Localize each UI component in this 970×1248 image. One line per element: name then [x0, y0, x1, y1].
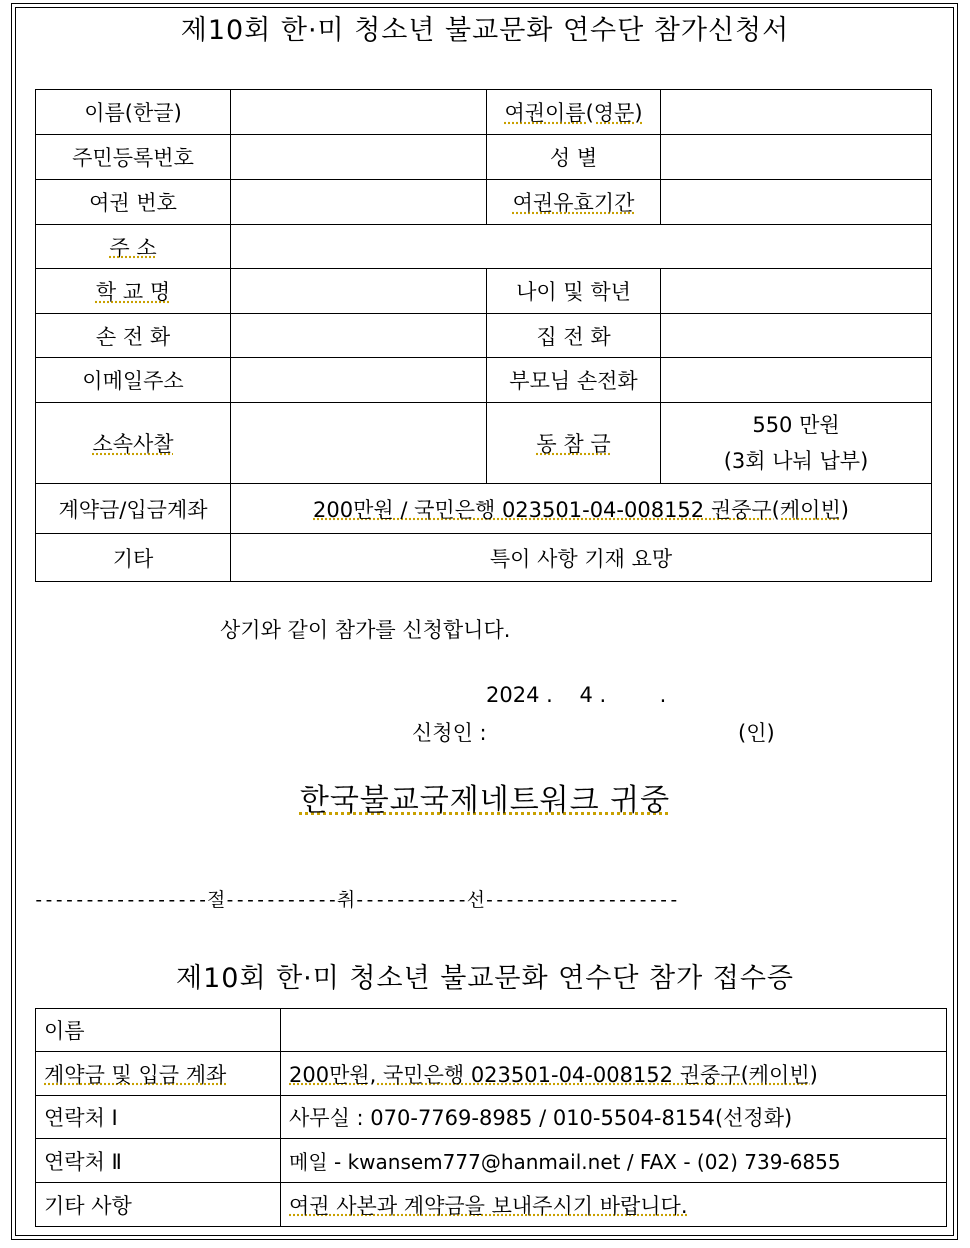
address-field[interactable] — [231, 225, 932, 269]
receipt-etc-value: 여권 사본과 계약금을 보내주시기 바랍니다. — [281, 1183, 947, 1227]
address-label: 주 소 — [36, 225, 231, 269]
table-row — [36, 534, 932, 582]
receipt-etc-label: 기타 사항 — [36, 1183, 281, 1227]
age-grade-field[interactable] — [661, 269, 932, 314]
resident-number-label: 주민등록번호 — [36, 135, 231, 180]
home-phone-label: 집 전 화 — [487, 314, 661, 358]
table-row — [36, 1052, 947, 1096]
date-line: 2024 . 4 . . — [486, 683, 667, 707]
name-korean-label: 이름(한글) — [36, 90, 231, 135]
name-korean-field[interactable] — [231, 90, 487, 135]
passport-name-label: 여권이름(영문) — [487, 90, 661, 135]
parent-phone-label: 부모님 손전화 — [487, 358, 661, 403]
mobile-field[interactable] — [231, 314, 487, 358]
table-row — [36, 314, 932, 358]
application-table — [35, 89, 932, 582]
fee-value — [661, 403, 932, 484]
deposit-account-label: 계약금/입금계좌 — [36, 484, 231, 534]
table-row — [36, 1183, 947, 1227]
fee-installments: (3회 나눠 납부) — [723, 449, 869, 473]
email-label: 이메일주소 — [36, 358, 231, 403]
mobile-label: 손 전 화 — [36, 314, 231, 358]
receipt-contact2-value: 메일 - kwansem777@hanmail.net / FAX - (02) 739-6855 — [281, 1139, 947, 1183]
table-row — [36, 403, 932, 484]
parent-phone-field[interactable] — [661, 358, 932, 403]
receipt-table — [35, 1008, 947, 1227]
table-row — [36, 269, 932, 314]
temple-label: 소속사찰 — [36, 403, 231, 484]
table-row — [36, 90, 932, 135]
fee-amount: 550 만원 — [752, 413, 840, 437]
cut-line: -----------------절-----------취-----------선------------------- — [33, 889, 679, 911]
etc-label: 기타 — [36, 534, 231, 582]
receipt-contact1-label: 연락처 Ⅰ — [36, 1096, 281, 1139]
form-title: 제10회 한·미 청소년 불교문화 연수단 참가신청서 — [180, 15, 790, 46]
school-field[interactable] — [231, 269, 487, 314]
statement: 상기와 같이 참가를 신청합니다. — [220, 618, 511, 642]
passport-expiry-field[interactable] — [661, 180, 932, 225]
passport-number-field[interactable] — [231, 180, 487, 225]
gender-field[interactable] — [661, 135, 932, 180]
gender-label: 성 별 — [487, 135, 661, 180]
table-row — [36, 135, 932, 180]
table-row — [36, 1096, 947, 1139]
table-row — [36, 358, 932, 403]
deposit-account-value: 200만원 / 국민은행 023501-04-008152 권중구(케이빈) — [231, 484, 932, 534]
table-row — [36, 180, 932, 225]
receipt-contact1-value: 사무실 : 070-7769-8985 / 010-5504-8154(선정화) — [281, 1096, 947, 1139]
passport-number-label: 여권 번호 — [36, 180, 231, 225]
table-row — [36, 484, 932, 534]
receipt-name-label: 이름 — [36, 1009, 281, 1052]
school-label: 학 교 명 — [36, 269, 231, 314]
passport-name-field[interactable] — [661, 90, 932, 135]
email-field[interactable] — [231, 358, 487, 403]
table-row — [36, 1009, 947, 1052]
table-row — [36, 225, 932, 269]
resident-number-field[interactable] — [231, 135, 487, 180]
etc-value: 특이 사항 기재 요망 — [231, 534, 932, 582]
fee-label: 동 참 금 — [487, 403, 661, 484]
receipt-deposit-value: 200만원, 국민은행 023501-04-008152 권중구(케이빈) — [281, 1052, 947, 1096]
applicant-label: 신청인 : — [412, 721, 487, 745]
receipt-name-field[interactable] — [281, 1009, 947, 1052]
receipt-contact2-label: 연락처 Ⅱ — [36, 1139, 281, 1183]
receipt-title: 제10회 한·미 청소년 불교문화 연수단 참가 접수증 — [176, 963, 794, 994]
table-row — [36, 1139, 947, 1183]
age-grade-label: 나이 및 학년 — [487, 269, 661, 314]
passport-expiry-label: 여권유효기간 — [487, 180, 661, 225]
receipt-deposit-label: 계약금 및 입금 계좌 — [36, 1052, 281, 1096]
recipient: 한국불교국제네트워크 귀중 — [299, 783, 671, 818]
temple-field[interactable] — [231, 403, 487, 484]
home-phone-field[interactable] — [661, 314, 932, 358]
seal-mark: (인) — [738, 721, 775, 745]
